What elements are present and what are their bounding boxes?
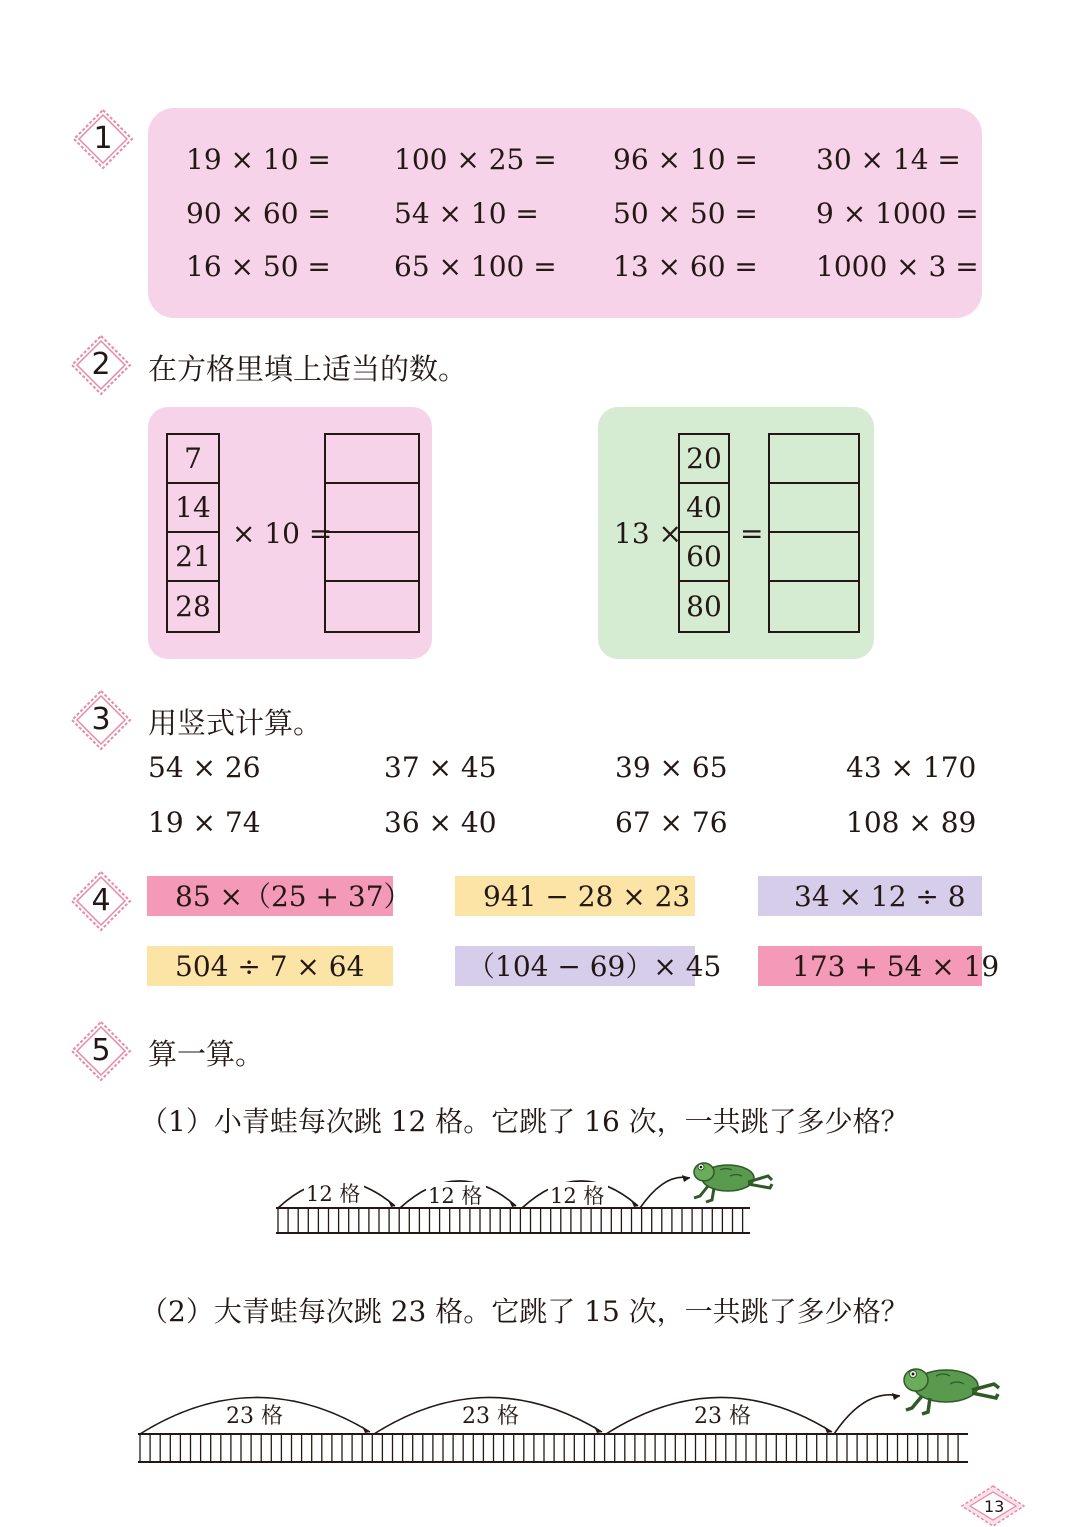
s3-expr: 43 × 170 [846, 751, 977, 784]
section-4-number: 4 [91, 883, 111, 918]
jump-label: 23 格 [462, 1404, 519, 1429]
input-column [678, 433, 730, 633]
jump-label: 12 格 [550, 1184, 605, 1208]
s3-expr: 108 × 89 [846, 806, 977, 839]
number-line-small [270, 1150, 780, 1240]
s1-expr: 13 × 60 = [613, 250, 758, 283]
equals-sign: = [740, 517, 764, 550]
s3-expr: 67 × 76 [615, 806, 728, 839]
answer-cell[interactable] [326, 435, 418, 484]
section-4-badge [70, 870, 132, 932]
s1-expr: 100 × 25 = [394, 143, 557, 176]
section-2-title: 在方格里填上适当的数。 [148, 352, 468, 386]
jump-label: 12 格 [428, 1184, 483, 1208]
input-cell: 28 [175, 590, 211, 623]
s1-expr: 50 × 50 = [613, 197, 758, 230]
expression-highlight: 85 ×（25 + 37） [147, 876, 393, 916]
section-5-badge [70, 1020, 132, 1082]
s3-expr: 37 × 45 [384, 751, 497, 784]
answer-cell[interactable] [770, 435, 858, 484]
input-cell: 21 [168, 533, 218, 582]
expression-highlight: 504 ÷ 7 × 64 [147, 946, 393, 986]
section-1-number: 1 [93, 121, 113, 156]
expression-highlight: 173 + 54 × 19 [758, 946, 982, 986]
input-cell: 80 [686, 590, 722, 623]
question-1: （1）小青蛙每次跳 12 格。它跳了 16 次，一共跳了多少格？ [140, 1105, 909, 1138]
number-line-large [130, 1352, 1010, 1472]
s3-expr: 19 × 74 [148, 806, 261, 839]
s3-expr: 39 × 65 [615, 751, 728, 784]
answer-cell[interactable] [326, 582, 418, 631]
section-5-number: 5 [91, 1033, 111, 1068]
s1-expr: 1000 × 3 = [816, 250, 979, 283]
input-cell: 20 [680, 435, 728, 484]
number-line-ticks [278, 1208, 743, 1233]
jump-label: 12 格 [306, 1182, 361, 1206]
expression-highlight: 34 × 12 ÷ 8 [758, 876, 982, 916]
s1-expr: 19 × 10 = [186, 143, 331, 176]
page-number: 13 [984, 1497, 1005, 1516]
input-cell: 40 [680, 484, 728, 533]
section-1-badge [72, 108, 134, 170]
question-2: （2）大青蛙每次跳 23 格。它跳了 15 次，一共跳了多少格？ [140, 1295, 909, 1328]
section-2-number: 2 [91, 347, 111, 382]
s1-expr: 9 × 1000 = [816, 197, 979, 230]
answer-cell[interactable] [326, 484, 418, 533]
section-3-number: 3 [91, 702, 111, 737]
expression-highlight: （104 − 69）× 45 [455, 946, 695, 986]
answer-column [324, 433, 420, 633]
section-2-badge [70, 334, 132, 396]
section-3-badge [70, 689, 132, 751]
input-column [166, 433, 220, 633]
input-cell: 60 [680, 533, 728, 582]
section-5-title: 算一算。 [148, 1037, 265, 1071]
s3-expr: 54 × 26 [148, 751, 261, 784]
operator-text: × 10 = [232, 517, 333, 550]
prefix-text: 13 × [614, 517, 682, 550]
input-cell: 14 [168, 484, 218, 533]
answer-cell[interactable] [770, 533, 858, 582]
answer-column [768, 433, 860, 633]
jump-label: 23 格 [226, 1404, 283, 1429]
s1-expr: 90 × 60 = [186, 197, 331, 230]
expression-highlight: 941 − 28 × 23 [455, 876, 695, 916]
answer-cell[interactable] [770, 582, 858, 631]
s1-expr: 54 × 10 = [394, 197, 539, 230]
s1-expr: 65 × 100 = [394, 250, 557, 283]
s1-expr: 16 × 50 = [186, 250, 331, 283]
answer-cell[interactable] [770, 484, 858, 533]
s1-expr: 30 × 14 = [816, 143, 961, 176]
section-3-title: 用竖式计算。 [148, 706, 323, 740]
frog-icon [904, 1369, 999, 1414]
jump-label: 23 格 [694, 1404, 751, 1429]
s3-expr: 36 × 40 [384, 806, 497, 839]
number-line-ticks [140, 1434, 958, 1462]
frog-icon [694, 1163, 772, 1202]
s1-expr: 96 × 10 = [613, 143, 758, 176]
answer-cell[interactable] [326, 533, 418, 582]
input-cell: 7 [168, 435, 218, 484]
